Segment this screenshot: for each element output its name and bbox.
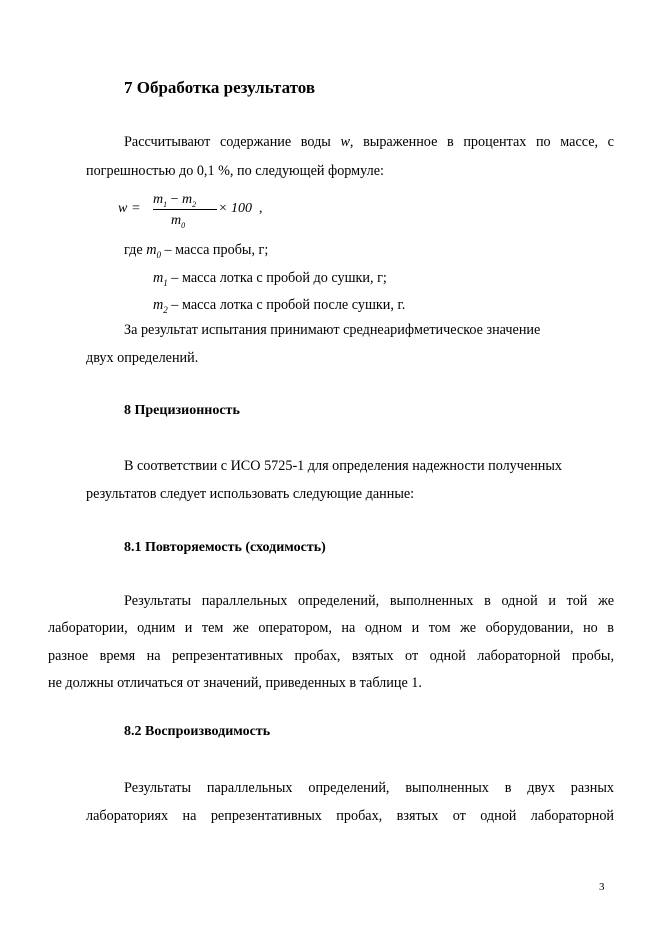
section-8-heading: 8 Прецизионность xyxy=(124,403,240,418)
para5-line2: лабораториях на репрезентативных пробах, взятых от одной лабораторной xyxy=(86,808,614,824)
formula-numerator: $m_1 - m_2$ xyxy=(153,192,197,209)
formula-comma: , xyxy=(259,201,263,216)
where-m2: $m_2$ – масса лотка с пробой после сушки, г. xyxy=(153,297,406,315)
para1-line1-a: Рассчитывают содержание воды xyxy=(124,134,341,150)
para4-line3: разное время на репрезентативных пробах, взятых от одной лабораторной пробы, xyxy=(48,648,614,664)
para1-line1 xyxy=(124,134,614,151)
para1-line1-b: , выраженное в процентах по массе, с xyxy=(349,134,614,150)
moisture-formula xyxy=(118,192,288,236)
section-7-heading: 7 Обработка результатов xyxy=(124,78,316,97)
para5-line1: Результаты параллельных определений, выполненных в двух разных xyxy=(124,780,614,796)
var-w: w xyxy=(340,134,350,150)
para2-line2: двух определений. xyxy=(86,350,199,366)
para3-line1: В соответствии с ИСО 5725-1 для определения надежности полученных xyxy=(124,458,563,474)
formula-lhs: w xyxy=(118,201,128,216)
section-8-2-heading: 8.2 Воспроизводимость xyxy=(124,724,271,739)
where-m0: где $m_0$ – масса пробы, г; xyxy=(124,242,269,260)
para2-line1: За результат испытания принимают среднеарифметическое значение xyxy=(124,322,541,338)
para1-line2: погрешностью до 0,1 %, по следующей формуле: xyxy=(86,163,384,179)
para4-line2: лаборатории, одним и тем же оператором, на одном и том же оборудовании, но в xyxy=(48,620,614,636)
formula-denominator: $m_0$ xyxy=(171,213,186,230)
formula-factor: 100 xyxy=(231,201,252,216)
section-8-1-heading: 8.1 Повторяемость (сходимость) xyxy=(124,540,326,555)
where-m1: $m_1$ – масса лотка с пробой до сушки, г; xyxy=(153,270,387,288)
para3-line2: результатов следует использовать следующие данные: xyxy=(86,486,415,502)
para4-line1: Результаты параллельных определений, выполненных в одной и той же xyxy=(124,593,614,609)
formula-times: × xyxy=(219,201,227,216)
para4-line4: не должны отличаться от значений, приведенных в таблице 1. xyxy=(48,675,422,691)
page-number: 3 xyxy=(599,881,605,893)
formula-equals: = xyxy=(132,201,140,216)
formula-fraction-bar xyxy=(153,209,217,210)
